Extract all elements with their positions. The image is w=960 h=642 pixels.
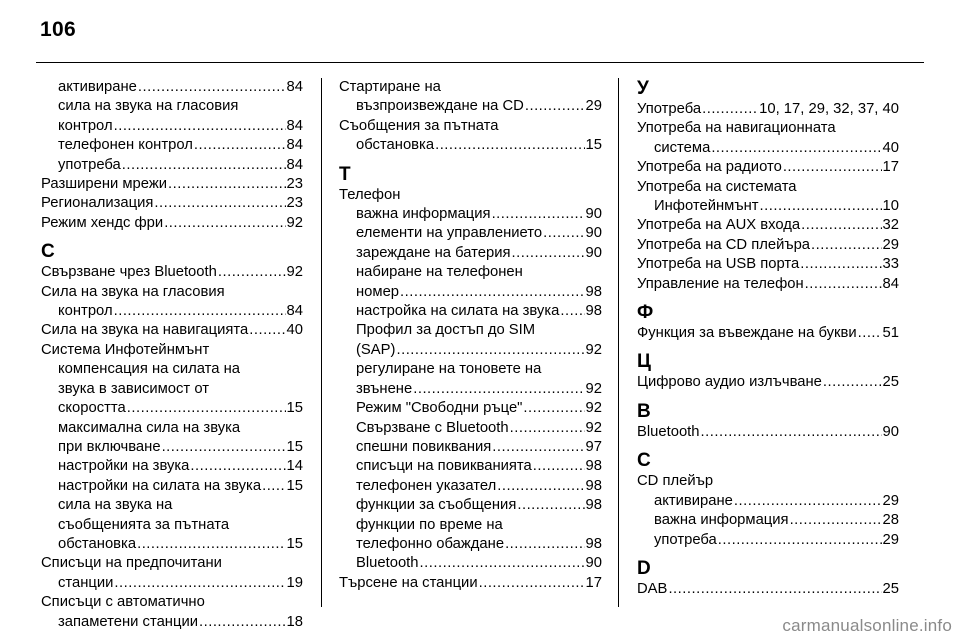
index-entry-text: съобщенията за пътната (58, 516, 230, 533)
index-entry-term: Употреба на CD плейъра (637, 236, 811, 253)
dot-leader (400, 283, 584, 302)
index-entry-term: активиране (58, 79, 137, 95)
index-page-reference: 51 (882, 325, 899, 342)
index-entry-term: номер (356, 283, 400, 300)
index-entry-term: контрол (58, 303, 113, 320)
dot-leader (218, 263, 286, 282)
index-page-reference: 29 (585, 98, 602, 115)
dot-leader (505, 535, 584, 554)
index-column-3 (637, 78, 899, 599)
index-entry-term: Употреба (637, 101, 702, 117)
index-entry (637, 373, 899, 392)
index-page-reference: 90 (585, 555, 602, 572)
index-entry (41, 263, 303, 282)
index-entry-text: компенсация на силата на (58, 361, 241, 378)
index-entry (637, 216, 899, 235)
dot-leader (435, 136, 584, 155)
dot-leader (199, 613, 286, 632)
index-entry-term: употреба (58, 156, 121, 173)
index-entry-term: DAB (637, 580, 668, 597)
index-entry (637, 255, 899, 274)
index-page-reference: 98 (585, 303, 602, 320)
index-page-reference: 97 (585, 438, 602, 455)
index-page-reference: 92 (286, 264, 303, 281)
dot-leader (127, 399, 286, 418)
index-entry-term: обстановка (356, 137, 435, 154)
header-rule (36, 62, 924, 63)
index-entry-term: Търсене на станции (339, 574, 478, 591)
index-entry (339, 477, 602, 496)
index-entry (637, 423, 899, 442)
index-entry-term: Инфотейнмънт (654, 198, 759, 215)
index-entry-term: телефонен указател (356, 477, 497, 494)
index-entry (637, 236, 899, 255)
index-entry (339, 244, 602, 263)
index-entry-term: активиране (654, 492, 733, 509)
index-page-reference: 19 (286, 574, 303, 591)
index-entry-text: функции по време на (356, 516, 503, 533)
index-entry (339, 224, 602, 243)
index-page-reference: 98 (585, 535, 602, 552)
dot-leader (823, 373, 882, 392)
index-entry-text: Система Инфотейнмънт (41, 341, 210, 358)
dot-leader (783, 158, 882, 177)
dot-leader (162, 438, 286, 457)
index-entry-term: зареждане на батерия (356, 244, 511, 261)
dot-leader (396, 341, 584, 360)
index-letter-heading: Ф (637, 302, 654, 324)
index-entry-term: звънене (356, 380, 413, 397)
index-entry (637, 275, 899, 294)
index-entry-term: Употреба на радиото (637, 159, 782, 176)
index-page-reference: 23 (286, 176, 303, 193)
index-entry (339, 419, 602, 438)
index-entry-term: Разширени мрежи (41, 176, 167, 193)
index-entry (41, 457, 303, 476)
index-entry (41, 136, 303, 155)
index-entry (339, 457, 602, 476)
index-entry-term: Режим хендс фри (41, 214, 164, 231)
index-entry-term: телефонно обаждане (356, 535, 505, 552)
index-entry (41, 302, 303, 321)
index-entry (339, 302, 602, 321)
index-entry (41, 477, 303, 496)
index-entry-term: система (654, 139, 711, 156)
dot-leader (122, 156, 286, 175)
dot-leader (805, 275, 882, 294)
index-entry-term: (SAP) (356, 341, 396, 358)
index-entry (637, 324, 899, 343)
index-entry-term: обстановка (58, 535, 137, 552)
index-page-reference: 15 (286, 477, 303, 494)
index-page-reference: 90 (882, 423, 899, 440)
watermark: carmanualsonline.info (782, 616, 952, 635)
index-entry-text: Употреба на системата (637, 178, 797, 195)
index-entry-term: възпроизвеждане на CD (356, 98, 524, 115)
index-entry-term: настройки на звука (58, 458, 190, 475)
index-page-reference: 29 (882, 492, 899, 509)
index-page-reference: 29 (882, 236, 899, 253)
dot-leader (858, 324, 882, 343)
dot-leader (701, 423, 882, 442)
index-entry (41, 321, 303, 340)
index-entry (339, 399, 602, 418)
index-letter-heading: Т (339, 163, 351, 185)
index-page-reference: 10, 17, 29, 32, 37, 40 (759, 101, 899, 117)
index-entry-text: сила на звука на гласовия (58, 98, 239, 115)
dot-leader (154, 194, 285, 213)
index-letter-heading: D (637, 557, 651, 579)
index-entry-term: Bluetooth (356, 555, 419, 572)
index-entry (637, 197, 899, 216)
index-entry-term: Свързване с Bluetooth (356, 419, 509, 436)
index-entry-text: Телефон (339, 186, 401, 203)
index-column-1 (41, 78, 303, 632)
index-entry-term: Употреба на AUX входа (637, 217, 801, 234)
index-entry (41, 175, 303, 194)
index-entry (637, 158, 899, 177)
dot-leader (510, 419, 585, 438)
dot-leader (525, 97, 585, 116)
index-entry-term: Свързване чрез Bluetooth (41, 264, 217, 281)
dot-leader (718, 531, 882, 550)
index-page-reference: 15 (585, 137, 602, 154)
index-page-reference: 84 (286, 303, 303, 320)
index-page-reference: 15 (286, 535, 303, 552)
index-page-reference: 98 (585, 458, 602, 475)
index-entry-text: Профил за достъп до SIM (356, 322, 536, 339)
index-entry (339, 496, 602, 515)
dot-leader (668, 580, 881, 599)
index-page-reference: 98 (585, 283, 602, 300)
index-entry-term: при включване (58, 438, 161, 455)
index-entry (41, 156, 303, 175)
index-entry (637, 492, 899, 511)
index-entry-term: употреба (654, 531, 717, 548)
index-entry-term: важна информация (654, 512, 789, 529)
dot-leader (511, 244, 584, 263)
index-entry (339, 283, 602, 302)
index-column-2 (339, 78, 602, 593)
dot-leader (560, 302, 584, 321)
index-page-reference: 10 (882, 198, 899, 215)
index-entry (41, 535, 303, 554)
index-entry (339, 97, 602, 116)
index-page-reference: 33 (882, 256, 899, 273)
dot-leader (249, 321, 285, 340)
index-letter-heading: У (637, 78, 649, 99)
index-entry-text: Списъци на предпочитани (41, 555, 222, 572)
index-entry (41, 194, 303, 213)
index-entry-term: Bluetooth (637, 423, 700, 440)
index-entry (41, 117, 303, 136)
dot-leader (479, 574, 585, 593)
index-page-reference: 18 (286, 613, 303, 630)
index-entry-term: функции за съобщения (356, 497, 517, 514)
index-page-reference: 15 (286, 438, 303, 455)
index-entry (637, 511, 899, 530)
dot-leader (811, 236, 881, 255)
index-entry-term: важна информация (356, 206, 491, 223)
dot-leader (492, 205, 585, 224)
index-entry-term: запаметени станции (58, 613, 198, 630)
index-page-reference: 32 (882, 217, 899, 234)
index-page-reference: 84 (882, 275, 899, 292)
index-entry-term: Режим "Свободни ръце" (356, 400, 523, 417)
index-entry-term: елементи на управлението (356, 225, 543, 242)
dot-leader (790, 511, 882, 530)
index-entry (637, 580, 899, 599)
dot-leader (138, 78, 286, 97)
index-letter-heading: Ц (637, 351, 651, 373)
index-entry-term: Сила на звука на навигацията (41, 322, 249, 339)
index-page-reference: 98 (585, 477, 602, 494)
index-entry-term: Регионализация (41, 195, 154, 212)
index-entry-text: сила на звука на (58, 497, 173, 514)
index-entry (41, 78, 303, 97)
index-letter-heading: B (637, 400, 651, 422)
dot-leader (497, 477, 584, 496)
dot-leader (760, 197, 882, 216)
dot-leader (801, 216, 881, 235)
index-letter-heading: С (41, 241, 55, 263)
index-entry (637, 139, 899, 158)
index-entry (339, 574, 602, 593)
index-letter-heading: C (637, 450, 651, 472)
index-page-reference: 15 (286, 400, 303, 417)
index-entry-term: Функция за въвеждане на букви (637, 325, 857, 342)
index-entry (339, 380, 602, 399)
index-entry-term: списъци на повикванията (356, 458, 532, 475)
index-entry-term: Управление на телефон (637, 275, 804, 292)
dot-leader (413, 380, 584, 399)
index-entry-text: Употреба на навигационната (637, 120, 836, 137)
index-entry-text: Списъци с автоматично (41, 594, 205, 611)
index-entry (637, 100, 899, 119)
index-page-reference: 25 (882, 580, 899, 597)
dot-leader (190, 457, 285, 476)
index-entry-term: контрол (58, 117, 113, 134)
index-entry-term: Цифрово аудио излъчване (637, 374, 822, 391)
dot-leader (543, 224, 584, 243)
column-divider (321, 78, 322, 607)
dot-leader (164, 214, 285, 233)
index-entry (41, 438, 303, 457)
index-page-reference: 90 (585, 206, 602, 223)
page-number: 106 (40, 18, 76, 41)
dot-leader (420, 554, 585, 573)
index-entry-text: Сила на звука на гласовия (41, 283, 225, 300)
index-entry-text: Стартиране на (339, 79, 441, 95)
index-page-reference: 92 (585, 380, 602, 397)
index-entry (339, 535, 602, 554)
index-page-reference: 28 (882, 512, 899, 529)
dot-leader (114, 302, 286, 321)
index-page-reference: 40 (286, 322, 303, 339)
index-entry-term: настройки на силата на звука (58, 477, 262, 494)
dot-leader (734, 492, 882, 511)
dot-leader (702, 100, 758, 119)
index-page-reference: 17 (585, 574, 602, 591)
dot-leader (168, 175, 286, 194)
index-entry (41, 574, 303, 593)
dot-leader (533, 457, 585, 476)
index-entry-term: скоростта (58, 400, 126, 417)
index-entry (41, 214, 303, 233)
index-page-reference: 29 (882, 531, 899, 548)
index-entry (41, 613, 303, 632)
dot-leader (194, 136, 286, 155)
index-entry (339, 341, 602, 360)
dot-leader (711, 139, 881, 158)
index-entry (339, 205, 602, 224)
index-page-reference: 92 (286, 214, 303, 231)
index-entry-term: спешни повиквания (356, 438, 492, 455)
index-entry (339, 438, 602, 457)
index-entry-text: регулиране на тоновете на (356, 361, 542, 378)
index-page-reference: 84 (286, 156, 303, 173)
dot-leader (800, 255, 881, 274)
index-entry-text: CD плейър (637, 473, 714, 490)
index-page-reference: 84 (286, 79, 303, 95)
index-page-reference: 14 (286, 458, 303, 475)
index-page-reference: 84 (286, 137, 303, 154)
index-page-reference: 92 (585, 400, 602, 417)
index-entry (41, 399, 303, 418)
dot-leader (137, 535, 285, 554)
index-page-reference: 90 (585, 225, 602, 242)
index-entry-term: телефонен контрол (58, 137, 193, 154)
index-entry (339, 554, 602, 573)
index-page-reference: 84 (286, 117, 303, 134)
index-entry-term: Употреба на USB порта (637, 256, 800, 273)
dot-leader (492, 438, 584, 457)
index-entry-text: звука в зависимост от (58, 380, 210, 397)
index-entry-term: настройка на силата на звука (356, 303, 560, 320)
index-page-reference: 92 (585, 419, 602, 436)
index-entry (339, 136, 602, 155)
index-entry-text: максимална сила на звука (58, 419, 241, 436)
index-page-reference: 17 (882, 159, 899, 176)
dot-leader (262, 477, 285, 496)
index-entry-text: Съобщения за пътната (339, 117, 499, 134)
index-entry (637, 531, 899, 550)
dot-leader (517, 496, 584, 515)
index-page-reference: 92 (585, 341, 602, 358)
index-page-reference: 90 (585, 244, 602, 261)
dot-leader (114, 117, 286, 136)
index-page-reference: 25 (882, 374, 899, 391)
index-entry-term: станции (58, 574, 114, 591)
column-divider (618, 78, 619, 607)
index-page-reference: 98 (585, 497, 602, 514)
index-page-reference: 40 (882, 139, 899, 156)
dot-leader (523, 399, 584, 418)
dot-leader (114, 574, 285, 593)
index-page-reference: 23 (286, 195, 303, 212)
index-entry-text: набиране на телефонен (356, 264, 523, 281)
